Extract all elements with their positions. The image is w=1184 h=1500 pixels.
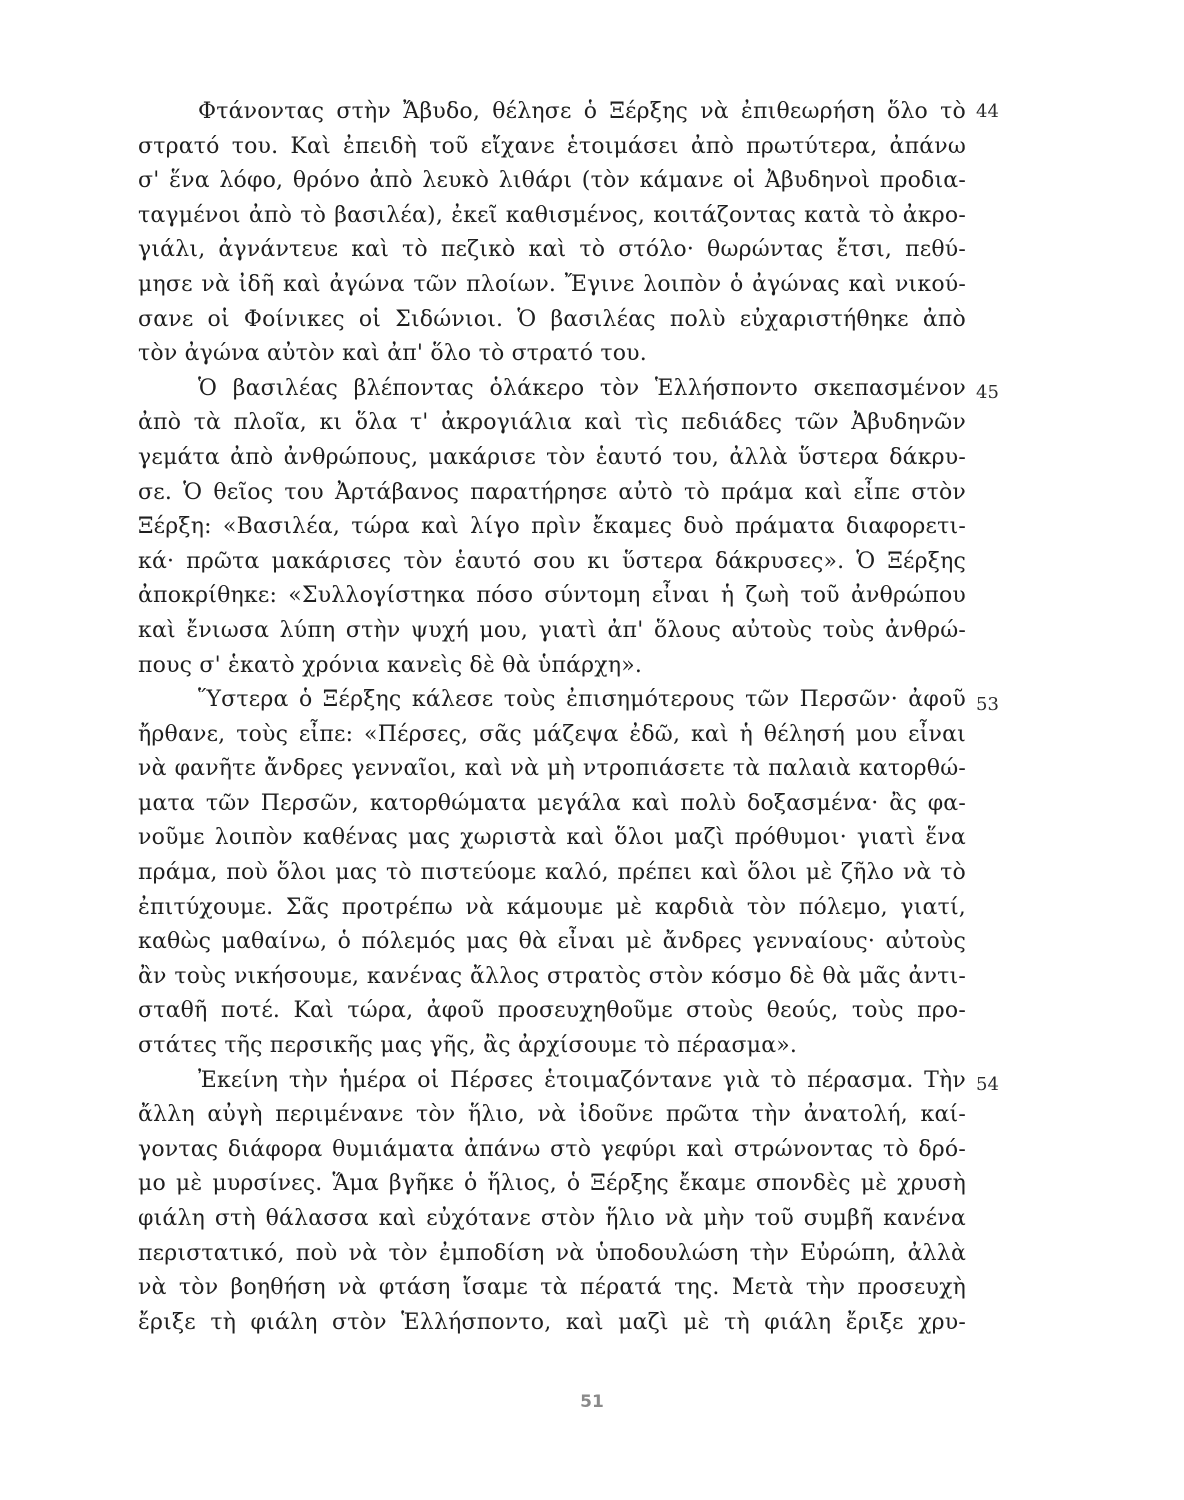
text-line: νὰ τὸν βοηθήση νὰ φτάση ἴσαμε τὰ πέρατά της. Μετὰ τὴν προσευχὴ (138, 1275, 966, 1301)
text-line: σε. Ὁ θεῖος του Ἀρτάβανος παρατήρησε αὐτὸ τὸ πράμα καὶ εἶπε στὸν (138, 479, 966, 505)
text-line: σταθῆ ποτέ. Καὶ τώρα, ἀφοῦ προσευχηθοῦμε στοὺς θεούς, τοὺς προ- (138, 998, 966, 1024)
text-line: σανε οἱ Φοίνικες οἱ Σιδώνιοι. Ὁ βασιλέας πολὺ εὐχαριστήθηκε ἀπὸ (138, 306, 966, 332)
text-line: κά· πρῶτα μακάρισες τὸν ἑαυτό σου κι ὕστερα δάκρυσες». Ὁ Ξέρξης (138, 548, 966, 574)
text-line: περιστατικό, ποὺ νὰ τὸν ἐμποδίση νὰ ὑποδουλώση τὴν Εὐρώπη, ἀλλὰ (138, 1240, 966, 1266)
text-line: ἀποκρίθηκε: «Συλλογίστηκα πόσο σύντομη εἶναι ἡ ζωὴ τοῦ ἀνθρώπου (138, 583, 966, 609)
text-line: γιάλι, ἀγνάντευε καὶ τὸ πεζικὸ καὶ τὸ στόλο· θωρώντας ἔτσι, πεθύ- (138, 237, 966, 263)
text-line: ματα τῶν Περσῶν, κατορθώματα μεγάλα καὶ πολὺ δοξασμένα· ἂς φα- (138, 790, 966, 816)
text-line: πράμα, ποὺ ὅλοι μας τὸ πιστεύομε καλό, πρέπει καὶ ὅλοι μὲ ζῆλο νὰ τὸ (138, 860, 966, 886)
text-line: ἐπιτύχουμε. Σᾶς προτρέπω νὰ κάμουμε μὲ καρδιὰ τὸν πόλεμο, γιατί, (138, 894, 966, 920)
text-line: ἄλλη αὐγὴ περιμένανε τὸν ἥλιο, νὰ ἰδοῦνε πρῶτα τὴν ἀνατολή, καί- (138, 1102, 966, 1128)
text-line: καθὼς μαθαίνω, ὁ πόλεμός μας θὰ εἶναι μὲ ἄνδρες γενναίους· αὐτοὺς (138, 929, 966, 955)
text-line: ταγμένοι ἀπὸ τὸ βασιλέα), ἐκεῖ καθισμένος, κοιτάζοντας κατὰ τὸ ἀκρο- (138, 202, 966, 228)
text-line: ἂν τοὺς νικήσουμε, κανένας ἄλλος στρατὸς στὸν κόσμο δὲ θὰ μᾶς ἀντι- (138, 963, 966, 989)
text-line: πους σ' ἑκατὸ χρόνια κανεὶς δὲ θὰ ὑπάρχη». (138, 652, 643, 678)
text-line: στάτες τῆς περσικῆς μας γῆς, ἂς ἀρχίσουμε τὸ πέρασμα». (138, 1033, 798, 1059)
text-line: Φτάνοντας στὴν Ἄβυδο, θέλησε ὁ Ξέρξης νὰ ἐπιθεωρήση ὅλο τὸ (198, 99, 966, 124)
text-line: ἔριξε τὴ φιάλη στὸν Ἑλλήσποντο, καὶ μαζὶ μὲ τὴ φιάλη ἔριξε χρυ- (138, 1309, 966, 1335)
margin-number: 53 (976, 694, 999, 715)
text-line: σ' ἕνα λόφο, θρόνο ἀπὸ λευκὸ λιθάρι (τὸν κάμανε οἱ Ἀβυδηνοὶ προδια- (138, 168, 966, 194)
page-number: 51 (580, 1392, 604, 1412)
margin-number: 45 (976, 382, 999, 403)
text-line: Ὕστερα ὁ Ξέρξης κάλεσε τοὺς ἐπισημότερους τῶν Περσῶν· ἀφοῦ (198, 687, 966, 713)
text-line: Ὁ βασιλέας βλέποντας ὁλάκερο τὸν Ἑλλήσποντο σκεπασμένον (198, 375, 966, 401)
text-line: νοῦμε λοιπὸν καθένας μας χωριστὰ καὶ ὅλοι μαζὶ πρόθυμοι· γιατὶ ἕνα (138, 825, 966, 851)
text-line: μησε νὰ ἰδῆ καὶ ἀγώνα τῶν πλοίων. Ἔγινε λοιπὸν ὁ ἀγώνας καὶ νικού- (138, 271, 966, 297)
text-line: γοντας διάφορα θυμιάματα ἀπάνω στὸ γεφύρι καὶ στρώνοντας τὸ δρό- (138, 1136, 966, 1162)
text-line: Ξέρξη: «Βασιλέα, τώρα καὶ λίγο πρὶν ἔκαμες δυὸ πράματα διαφορετι- (138, 514, 966, 540)
text-line: καὶ ἔνιωσα λύπη στὴν ψυχή μου, γιατὶ ἀπ' ὅλους αὐτοὺς τοὺς ἀνθρώ- (138, 617, 966, 643)
text-line: ἀπὸ τὰ πλοῖα, κι ὅλα τ' ἀκρογιάλια καὶ τὶς πεδιάδες τῶν Ἀβυδηνῶν (138, 410, 966, 436)
text-line: φιάλη στὴ θάλασσα καὶ εὐχότανε στὸν ἥλιο νὰ μὴν τοῦ συμβῆ κανένα (138, 1206, 966, 1231)
margin-number: 44 (976, 101, 999, 122)
text-line: τὸν ἀγώνα αὐτὸν καὶ ἀπ' ὅλο τὸ στρατό του. (138, 341, 647, 367)
margin-number: 54 (976, 1074, 999, 1095)
text-line: μο μὲ μυρσίνες. Ἅμα βγῆκε ὁ ἥλιος, ὁ Ξέρξης ἔκαμε σπονδὲς μὲ χρυσὴ (138, 1171, 966, 1197)
text-line: νὰ φανῆτε ἄνδρες γενναῖοι, καὶ νὰ μὴ ντροπιάσετε τὰ παλαιὰ κατορθώ- (138, 756, 966, 782)
text-line: γεμάτα ἀπὸ ἀνθρώπους, μακάρισε τὸν ἑαυτό του, ἀλλὰ ὕστερα δάκρυ- (138, 444, 966, 470)
text-line: Ἐκείνη τὴν ἡμέρα οἱ Πέρσες ἑτοιμαζόντανε γιὰ τὸ πέρασμα. Τὴν (198, 1067, 966, 1093)
text-line: ἤρθανε, τοὺς εἶπε: «Πέρσες, σᾶς μάζεψα ἐδῶ, καὶ ἡ θέλησή μου εἶναι (138, 721, 966, 747)
text-line: στρατό του. Καὶ ἐπειδὴ τοῦ εἴχανε ἑτοιμάσει ἀπὸ πρωτύτερα, ἀπάνω (138, 133, 966, 159)
text-column (138, 95, 966, 1340)
